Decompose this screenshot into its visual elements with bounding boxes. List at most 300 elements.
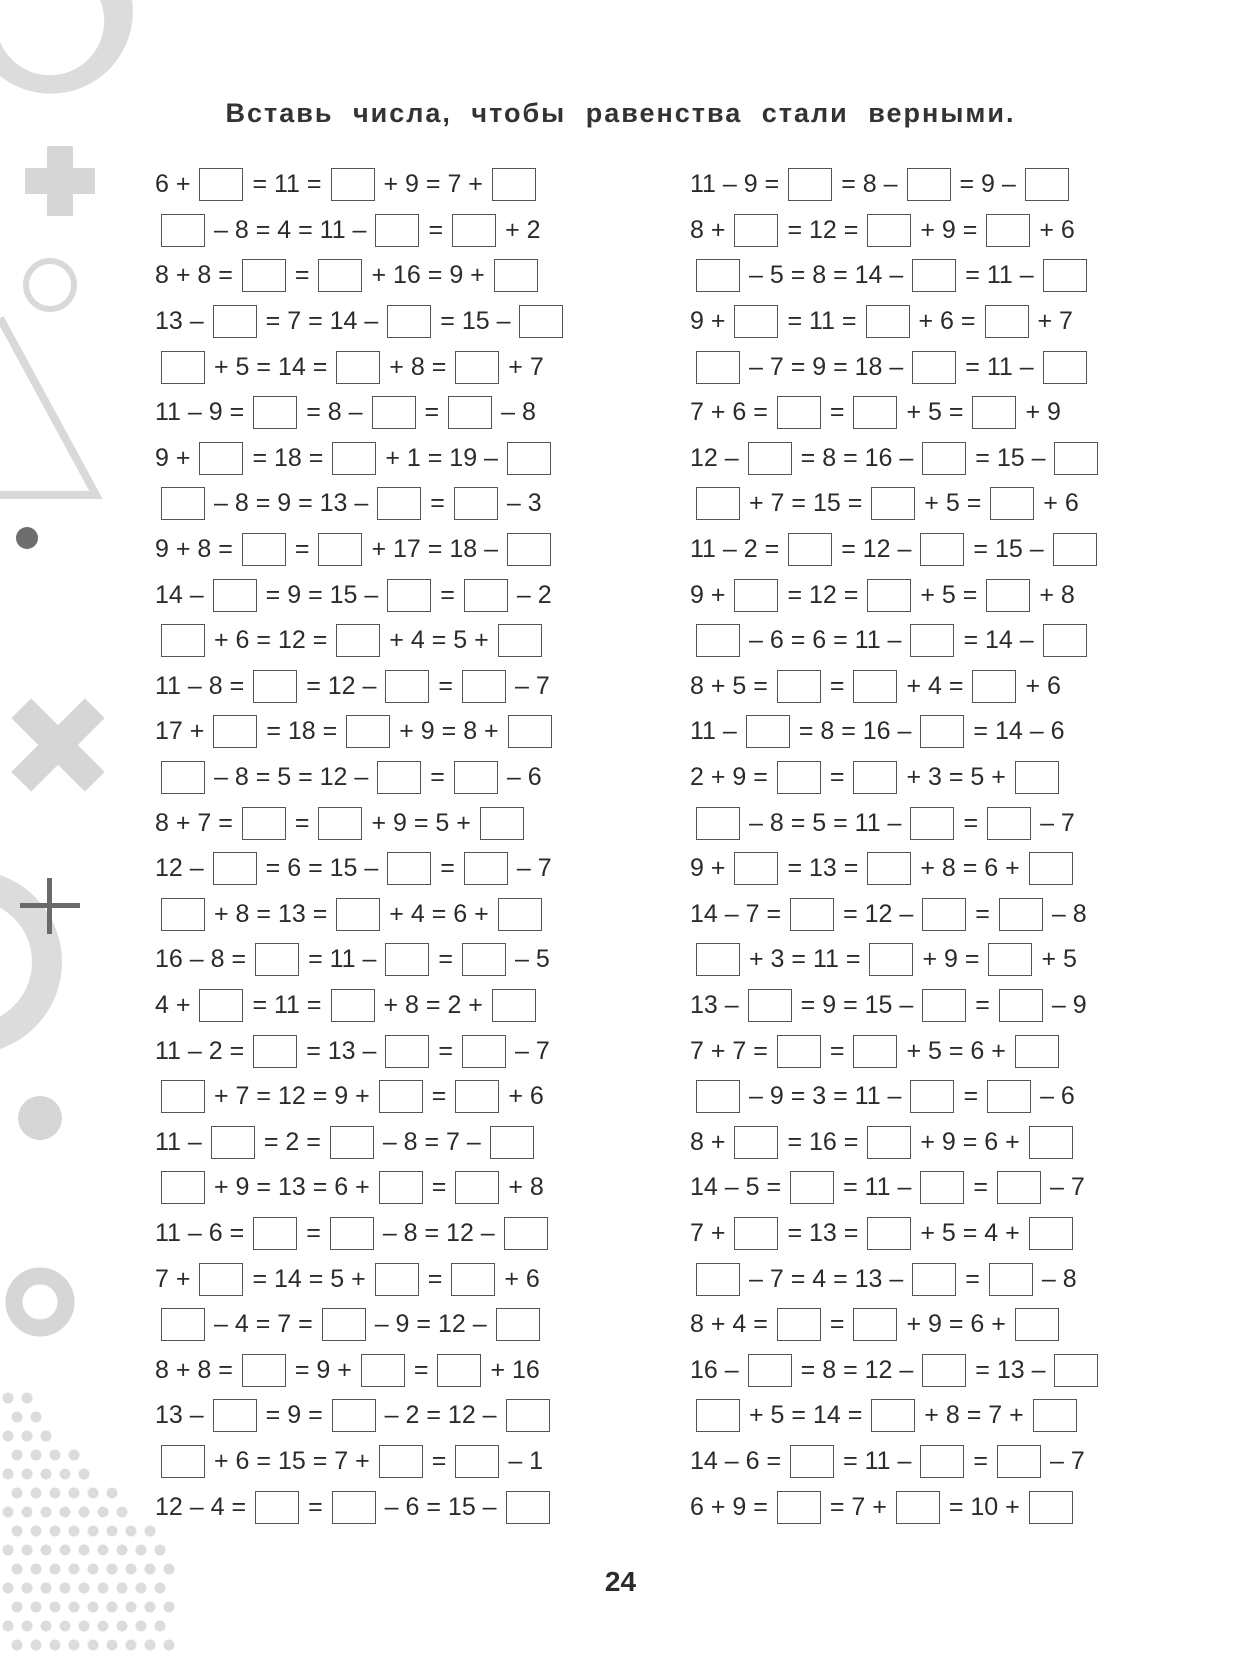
answer-box[interactable] <box>912 1263 956 1296</box>
answer-box[interactable] <box>253 1035 297 1068</box>
answer-box[interactable] <box>455 351 499 384</box>
equation-text: – 8 = 5 = 12 – <box>214 763 369 792</box>
answer-box[interactable] <box>790 1445 834 1478</box>
answer-box[interactable] <box>986 579 1030 612</box>
equation-text: = <box>963 808 979 837</box>
answer-box[interactable] <box>379 1171 423 1204</box>
equation-text: + 8 = 6 + <box>920 854 1020 883</box>
answer-box[interactable] <box>506 1399 550 1432</box>
equation-text: = 13 = <box>787 854 859 883</box>
answer-box[interactable] <box>777 1308 821 1341</box>
answer-box[interactable] <box>748 989 792 1022</box>
answer-box[interactable] <box>336 898 380 931</box>
answer-box[interactable] <box>161 1445 205 1478</box>
answer-box[interactable] <box>987 807 1031 840</box>
answer-box[interactable] <box>696 943 740 976</box>
answer-box[interactable] <box>361 1354 405 1387</box>
answer-box[interactable] <box>910 807 954 840</box>
answer-box[interactable] <box>871 1399 915 1432</box>
answer-box[interactable] <box>161 898 205 931</box>
answer-box[interactable] <box>448 396 492 429</box>
answer-box[interactable] <box>242 533 286 566</box>
equation-text: = 11 – <box>965 261 1034 290</box>
equation-text: = 7 = 14 – <box>265 307 379 336</box>
grid-dot <box>3 1621 14 1632</box>
answer-box[interactable] <box>869 943 913 976</box>
equation-text: – 8 = 9 = 13 – <box>214 489 369 518</box>
equation-text: = 15 – <box>440 307 511 336</box>
grid-dot <box>41 1621 52 1632</box>
answer-box[interactable] <box>379 1080 423 1113</box>
answer-box[interactable] <box>330 1217 374 1250</box>
answer-box[interactable] <box>161 1308 205 1341</box>
answer-box[interactable] <box>213 579 257 612</box>
answer-box[interactable] <box>1043 259 1087 292</box>
answer-box[interactable] <box>332 1399 376 1432</box>
equation-row <box>155 1028 572 1074</box>
answer-box[interactable] <box>867 579 911 612</box>
equation-text: – 5 <box>515 945 550 974</box>
answer-box[interactable] <box>385 670 429 703</box>
equation-text: + 9 = <box>922 945 980 974</box>
grid-dot <box>60 1545 71 1556</box>
equation-text: = <box>973 1173 989 1202</box>
answer-box[interactable] <box>213 715 257 748</box>
equation-text: – 3 <box>506 489 542 518</box>
grid-dot <box>31 1640 42 1651</box>
equation-text: + 7 <box>1037 307 1073 336</box>
dot-grid-decoration <box>3 1393 175 1651</box>
answer-box[interactable] <box>997 1171 1041 1204</box>
equation-row <box>690 846 1107 892</box>
grid-dot <box>69 1602 80 1613</box>
equation-text: = <box>431 1082 447 1111</box>
answer-box[interactable] <box>377 761 421 794</box>
answer-box[interactable] <box>734 1217 778 1250</box>
equation-text: = 9 = 15 – <box>800 990 914 1019</box>
equation-row <box>155 344 572 390</box>
answer-box[interactable] <box>331 989 375 1022</box>
answer-box[interactable] <box>332 442 376 475</box>
grid-dot <box>3 1469 14 1480</box>
answer-box[interactable] <box>777 396 821 429</box>
answer-box[interactable] <box>734 852 778 885</box>
grid-dot <box>41 1431 52 1442</box>
equation-text: + 5 = <box>906 398 964 427</box>
equation-text: = 9 – <box>959 170 1016 199</box>
answer-box[interactable] <box>346 715 390 748</box>
answer-box[interactable] <box>912 351 956 384</box>
answer-box[interactable] <box>985 305 1029 338</box>
equation-text: – 9 <box>1051 990 1087 1019</box>
answer-box[interactable] <box>1043 351 1087 384</box>
answer-box[interactable] <box>696 1080 740 1113</box>
grid-dot <box>12 1526 23 1537</box>
grid-dot <box>88 1488 99 1499</box>
equation-text: + 17 = 18 – <box>371 535 498 564</box>
answer-box[interactable] <box>853 1035 897 1068</box>
answer-box[interactable] <box>213 852 257 885</box>
answer-box[interactable] <box>777 1491 821 1524</box>
equation-row <box>690 436 1107 482</box>
answer-box[interactable] <box>1015 1035 1059 1068</box>
answer-box[interactable] <box>253 396 297 429</box>
page-title: Вставь числа, чтобы равенства стали верными. <box>225 98 1016 128</box>
answer-box[interactable] <box>385 1035 429 1068</box>
equation-text: – 7 = 9 = 18 – <box>749 352 904 381</box>
answer-box[interactable] <box>375 214 419 247</box>
grid-dot <box>12 1602 23 1613</box>
answer-box[interactable] <box>455 1171 499 1204</box>
equation-text: – 7 = 4 = 13 – <box>749 1264 904 1293</box>
grid-dot <box>117 1507 128 1518</box>
answer-box[interactable] <box>922 898 966 931</box>
equation-text: = <box>427 1264 443 1293</box>
answer-box[interactable] <box>748 442 792 475</box>
answer-box[interactable] <box>253 670 297 703</box>
answer-box[interactable] <box>696 1399 740 1432</box>
answer-box[interactable] <box>910 1080 954 1113</box>
grid-dot <box>22 1469 33 1480</box>
answer-box[interactable] <box>999 898 1043 931</box>
answer-box[interactable] <box>377 487 421 520</box>
equation-text: = 12 = <box>787 580 859 609</box>
equation-row <box>155 1393 572 1439</box>
answer-box[interactable] <box>504 1217 548 1250</box>
answer-box[interactable] <box>331 168 375 201</box>
answer-box[interactable] <box>867 214 911 247</box>
answer-box[interactable] <box>790 1171 834 1204</box>
equation-text: = 11 – <box>308 945 377 974</box>
answer-box[interactable] <box>1015 1308 1059 1341</box>
equation-row <box>155 1211 572 1257</box>
equation-text: + 9 = 6 + <box>906 1310 1006 1339</box>
answer-box[interactable] <box>1054 1354 1098 1387</box>
answer-box[interactable] <box>199 989 243 1022</box>
answer-box[interactable] <box>989 1263 1033 1296</box>
answer-box[interactable] <box>696 259 740 292</box>
equation-text: = 12 – <box>306 671 377 700</box>
answer-box[interactable] <box>161 624 205 657</box>
answer-box[interactable] <box>912 259 956 292</box>
grid-dot <box>117 1545 128 1556</box>
equation-text: = <box>973 1446 989 1475</box>
answer-box[interactable] <box>387 579 431 612</box>
answer-box[interactable] <box>213 305 257 338</box>
equation-text: – 8 <box>501 398 536 427</box>
equation-text: = <box>430 763 445 792</box>
answer-box[interactable] <box>336 351 380 384</box>
equation-row <box>690 892 1107 938</box>
equation-text: = 12 – <box>841 535 912 564</box>
answer-box[interactable] <box>462 943 506 976</box>
answer-box[interactable] <box>920 1171 964 1204</box>
answer-box[interactable] <box>988 943 1032 976</box>
grid-dot <box>126 1526 137 1537</box>
answer-box[interactable] <box>696 1263 740 1296</box>
equation-row <box>690 1302 1107 1348</box>
answer-box[interactable] <box>372 396 416 429</box>
answer-box[interactable] <box>199 442 243 475</box>
answer-box[interactable] <box>696 351 740 384</box>
equation-row <box>155 1165 572 1211</box>
answer-box[interactable] <box>777 761 821 794</box>
answer-box[interactable] <box>464 579 508 612</box>
grid-dot <box>79 1545 90 1556</box>
answer-box[interactable] <box>922 989 966 1022</box>
answer-box[interactable] <box>972 396 1016 429</box>
equation-row <box>690 390 1107 436</box>
answer-box[interactable] <box>788 533 832 566</box>
answer-box[interactable] <box>748 1354 792 1387</box>
equation-text: + 9 = <box>920 215 978 244</box>
answer-box[interactable] <box>454 761 498 794</box>
answer-box[interactable] <box>490 1126 534 1159</box>
equation-text: – 8 = 12 – <box>382 1218 495 1247</box>
equation-text: 14 – <box>155 580 204 609</box>
ring-decoration <box>26 261 74 309</box>
equation-text: – 8 <box>1041 1264 1077 1293</box>
grid-dot <box>41 1507 52 1518</box>
equation-text: + 6 <box>1043 489 1079 518</box>
equation-text: = 16 = <box>787 1127 859 1156</box>
answer-box[interactable] <box>455 1080 499 1113</box>
equation-row <box>690 1347 1107 1393</box>
right-equations-column <box>690 162 1107 1530</box>
answer-box[interactable] <box>853 396 897 429</box>
answer-box[interactable] <box>987 1080 1031 1113</box>
answer-box[interactable] <box>322 1308 366 1341</box>
answer-box[interactable] <box>910 624 954 657</box>
equation-text: + 6 <box>508 1082 544 1111</box>
answer-box[interactable] <box>867 1217 911 1250</box>
equation-text: 2 + 9 = <box>690 763 768 792</box>
answer-box[interactable] <box>437 1354 481 1387</box>
equation-text: – 6 <box>506 763 542 792</box>
equation-text: = 11 – <box>965 352 1034 381</box>
answer-box[interactable] <box>1029 1217 1073 1250</box>
answer-box[interactable] <box>492 168 536 201</box>
answer-box[interactable] <box>777 1035 821 1068</box>
answer-box[interactable] <box>1029 1491 1073 1524</box>
answer-box[interactable] <box>920 715 964 748</box>
answer-box[interactable] <box>746 715 790 748</box>
answer-box[interactable] <box>255 943 299 976</box>
equation-text: 17 + <box>155 717 205 746</box>
answer-box[interactable] <box>161 761 205 794</box>
grid-dot <box>3 1507 14 1518</box>
equation-text: + 16 = 9 + <box>371 261 485 290</box>
answer-box[interactable] <box>867 1126 911 1159</box>
answer-box[interactable] <box>734 305 778 338</box>
answer-box[interactable] <box>1053 533 1097 566</box>
answer-box[interactable] <box>211 1126 255 1159</box>
answer-box[interactable] <box>496 1308 540 1341</box>
equation-text: = 9 + <box>294 1355 352 1384</box>
answer-box[interactable] <box>454 487 498 520</box>
answer-box[interactable] <box>199 168 243 201</box>
equation-text: = <box>431 1446 447 1475</box>
equation-text: + 4 = 5 + <box>389 626 489 655</box>
answer-box[interactable] <box>387 852 431 885</box>
answer-box[interactable] <box>330 1126 374 1159</box>
answer-box[interactable] <box>498 624 542 657</box>
equation-text: = <box>963 1082 979 1111</box>
answer-box[interactable] <box>492 989 536 1022</box>
equation-text: 14 – 7 = <box>690 899 782 928</box>
equation-text: + 2 <box>505 215 541 244</box>
equation-text: = 12 = <box>787 215 859 244</box>
equation-row <box>155 481 572 527</box>
grid-dot <box>117 1621 128 1632</box>
equation-text: = 13 – <box>306 1036 377 1065</box>
equation-text: – 1 <box>508 1446 544 1475</box>
answer-box[interactable] <box>462 1035 506 1068</box>
answer-box[interactable] <box>1054 442 1098 475</box>
answer-box[interactable] <box>213 1399 257 1432</box>
answer-box[interactable] <box>161 1171 205 1204</box>
equation-text: 9 + 8 = <box>155 535 233 564</box>
answer-box[interactable] <box>498 898 542 931</box>
answer-box[interactable] <box>318 259 362 292</box>
answer-box[interactable] <box>462 670 506 703</box>
answer-box[interactable] <box>896 1491 940 1524</box>
equation-row <box>155 937 572 983</box>
equation-text: 16 – <box>690 1355 739 1384</box>
answer-box[interactable] <box>455 1445 499 1478</box>
answer-box[interactable] <box>161 214 205 247</box>
answer-box[interactable] <box>507 533 551 566</box>
answer-box[interactable] <box>853 761 897 794</box>
answer-box[interactable] <box>332 1491 376 1524</box>
answer-box[interactable] <box>451 1263 495 1296</box>
grid-dot <box>50 1488 61 1499</box>
answer-box[interactable] <box>255 1491 299 1524</box>
grid-dot <box>107 1488 118 1499</box>
answer-box[interactable] <box>986 214 1030 247</box>
answer-box[interactable] <box>990 487 1034 520</box>
answer-box[interactable] <box>696 624 740 657</box>
equation-text: + 7 = 15 = <box>749 489 863 518</box>
answer-box[interactable] <box>853 670 897 703</box>
answer-box[interactable] <box>318 807 362 840</box>
answer-box[interactable] <box>385 943 429 976</box>
equation-text: 9 + <box>690 854 726 883</box>
answer-box[interactable] <box>777 670 821 703</box>
equation-text: = <box>306 1218 321 1247</box>
answer-box[interactable] <box>507 442 551 475</box>
answer-box[interactable] <box>242 1354 286 1387</box>
equation-text: = 11 = <box>252 990 322 1019</box>
answer-box[interactable] <box>199 1263 243 1296</box>
answer-box[interactable] <box>696 487 740 520</box>
answer-box[interactable] <box>1029 1126 1073 1159</box>
answer-box[interactable] <box>907 168 951 201</box>
equation-text: = <box>294 535 310 564</box>
equation-row <box>690 299 1107 345</box>
grid-dot <box>155 1545 166 1556</box>
answer-box[interactable] <box>336 624 380 657</box>
equation-text: = 8 – <box>841 170 898 199</box>
answer-box[interactable] <box>452 214 496 247</box>
answer-box[interactable] <box>508 715 552 748</box>
answer-box[interactable] <box>734 1126 778 1159</box>
answer-box[interactable] <box>318 533 362 566</box>
answer-box[interactable] <box>480 807 524 840</box>
answer-box[interactable] <box>242 807 286 840</box>
equation-text: = 9 = 15 – <box>265 580 379 609</box>
answer-box[interactable] <box>853 1308 897 1341</box>
equation-text: + 5 <box>1041 945 1077 974</box>
equation-text: = 13 = <box>787 1218 859 1247</box>
equation-text: + 9 = 8 + <box>399 717 499 746</box>
equation-text: = 13 – <box>975 1355 1046 1384</box>
grid-dot <box>31 1526 42 1537</box>
equation-text: = <box>428 215 444 244</box>
answer-box[interactable] <box>734 579 778 612</box>
answer-box[interactable] <box>920 533 964 566</box>
answer-box[interactable] <box>1033 1399 1077 1432</box>
answer-box[interactable] <box>1015 761 1059 794</box>
answer-box[interactable] <box>506 1491 550 1524</box>
answer-box[interactable] <box>494 259 538 292</box>
grid-dot <box>60 1507 71 1518</box>
answer-box[interactable] <box>464 852 508 885</box>
answer-box[interactable] <box>696 807 740 840</box>
equation-text: + 3 = 11 = <box>749 945 861 974</box>
answer-box[interactable] <box>922 442 966 475</box>
equation-row <box>690 1074 1107 1120</box>
equation-text: = <box>829 398 845 427</box>
grid-dot <box>22 1431 33 1442</box>
answer-box[interactable] <box>375 1263 419 1296</box>
answer-box[interactable] <box>734 214 778 247</box>
answer-box[interactable] <box>387 305 431 338</box>
equation-row <box>155 1256 572 1302</box>
answer-box[interactable] <box>920 1445 964 1478</box>
answer-box[interactable] <box>871 487 915 520</box>
answer-box[interactable] <box>999 989 1043 1022</box>
answer-box[interactable] <box>161 1080 205 1113</box>
answer-box[interactable] <box>972 670 1016 703</box>
answer-box[interactable] <box>1025 168 1069 201</box>
answer-box[interactable] <box>922 1354 966 1387</box>
answer-box[interactable] <box>161 351 205 384</box>
equation-text: = 18 = <box>266 717 338 746</box>
equation-text: + 8 = 7 + <box>924 1401 1024 1430</box>
answer-box[interactable] <box>242 259 286 292</box>
answer-box[interactable] <box>866 305 910 338</box>
answer-box[interactable] <box>867 852 911 885</box>
equation-row <box>690 527 1107 573</box>
answer-box[interactable] <box>379 1445 423 1478</box>
grid-dot <box>41 1545 52 1556</box>
equation-row <box>155 1347 572 1393</box>
answer-box[interactable] <box>788 168 832 201</box>
answer-box[interactable] <box>161 487 205 520</box>
answer-box[interactable] <box>1043 624 1087 657</box>
answer-box[interactable] <box>253 1217 297 1250</box>
answer-box[interactable] <box>790 898 834 931</box>
equation-row <box>690 572 1107 618</box>
equation-text: + 6 = 12 = <box>214 626 328 655</box>
grid-dot <box>50 1640 61 1651</box>
answer-box[interactable] <box>997 1445 1041 1478</box>
grid-dot <box>88 1640 99 1651</box>
answer-box[interactable] <box>519 305 563 338</box>
answer-box[interactable] <box>1029 852 1073 885</box>
equation-row <box>690 1119 1107 1165</box>
